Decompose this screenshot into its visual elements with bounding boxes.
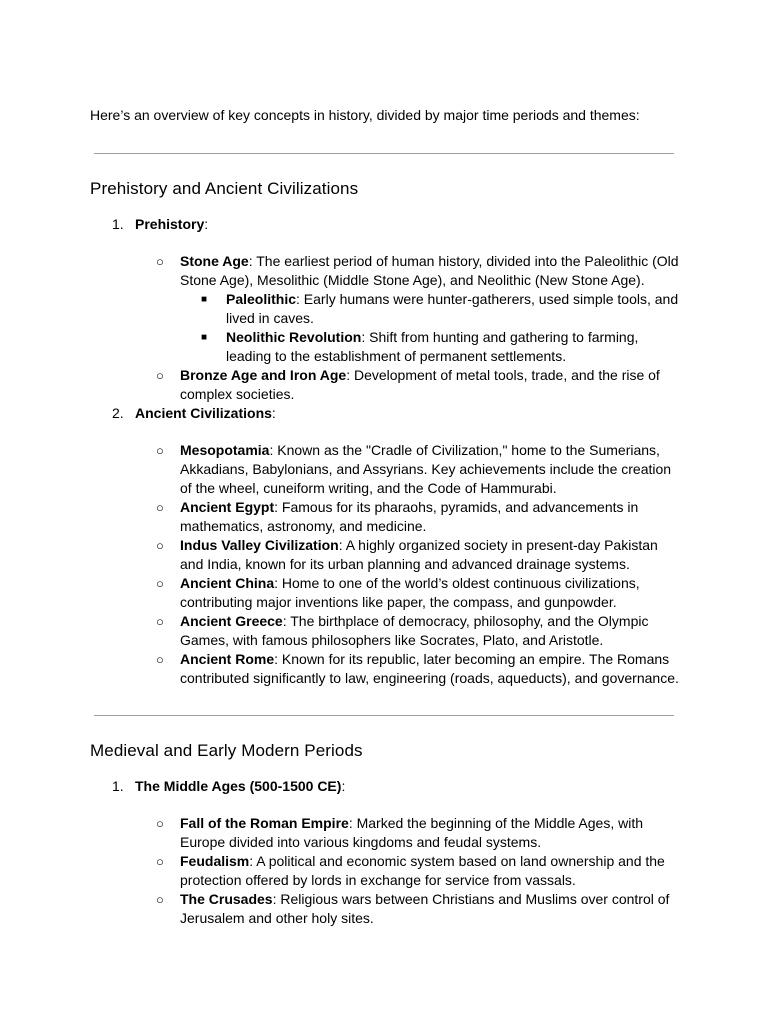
item-text: : Development of metal tools, trade, and the rise of complex societies.	[180, 367, 660, 402]
item-label: Neolithic Revolution	[226, 329, 362, 345]
item-label: Ancient Greece	[180, 613, 283, 629]
item-number: 1.	[112, 216, 124, 232]
item-label: Mesopotamia	[180, 442, 270, 458]
section-heading: Prehistory and Ancient Civilizations	[90, 179, 359, 198]
item-text: : The earliest period of human history, divided into the Paleolithic (Old Stone Age), Mesolithic (Middle Stone Age), and Neolithic (New Stone Age).	[180, 253, 679, 288]
item-label: The Crusades	[180, 891, 273, 907]
list-item	[90, 290, 680, 328]
list-item	[90, 252, 680, 290]
list-item	[90, 441, 680, 498]
numbered-item	[90, 404, 680, 423]
square-bullet-icon: ■	[201, 332, 208, 343]
divider	[94, 715, 674, 716]
list-item	[90, 574, 680, 612]
item-text: : Famous for its pharaohs, pyramids, and advancements in mathematics, astronomy, and medicine.	[180, 499, 639, 534]
item-text: : Known for its republic, later becoming an empire. The Romans contributed significantly to law, engineering (roads, aqueducts), and governance.	[180, 651, 679, 686]
item-label: Fall of the Roman Empire	[180, 815, 349, 831]
circle-bullet-icon: ○	[156, 816, 164, 831]
item-number: 1.	[112, 778, 124, 794]
circle-bullet-icon: ○	[156, 854, 164, 869]
divider	[94, 153, 674, 154]
item-text: : Early humans were hunter-gatherers, used simple tools, and lived in caves.	[226, 291, 679, 326]
numbered-item	[90, 215, 680, 234]
item-label: The Middle Ages (500-1500 CE)	[135, 778, 342, 794]
item-label: Stone Age	[180, 253, 249, 269]
item-label: Ancient Rome	[180, 651, 275, 667]
numbered-item	[90, 777, 680, 796]
item-suffix: :	[204, 216, 209, 232]
list-item	[90, 612, 680, 650]
list-item	[90, 498, 680, 536]
list-item	[90, 890, 680, 928]
item-label: Bronze Age and Iron Age	[180, 367, 347, 383]
list-item	[90, 536, 680, 574]
item-label: Paleolithic	[226, 291, 297, 307]
item-text: : The birthplace of democracy, philosophy, and the Olympic Games, with famous philosophers like Socrates, Plato, and Aristotle.	[180, 613, 649, 648]
circle-bullet-icon: ○	[156, 368, 164, 383]
item-label: Ancient China	[180, 575, 275, 591]
list-item	[90, 852, 680, 890]
item-text: : A highly organized society in present-day Pakistan and India, known for its urban planning and advanced drainage systems.	[180, 537, 658, 572]
list-item	[90, 328, 680, 366]
item-text: : Marked the beginning of the Middle Ages, with Europe divided into various kingdoms and feudal systems.	[180, 815, 643, 850]
circle-bullet-icon: ○	[156, 652, 164, 667]
item-label: Feudalism	[180, 853, 250, 869]
circle-bullet-icon: ○	[156, 538, 164, 553]
circle-bullet-icon: ○	[156, 576, 164, 591]
item-text: : Known as the "Cradle of Civilization," home to the Sumerians, Akkadians, Babylonians, and Assyrians. Key achievements include the creation of the wheel, cuneiform writing, and the Code of Hammurabi.	[180, 442, 672, 496]
square-bullet-icon: ■	[201, 294, 208, 305]
sub-list	[90, 441, 680, 688]
item-number: 2.	[112, 405, 124, 421]
item-text: : Religious wars between Christians and Muslims over control of Jerusalem and other holy sites.	[180, 891, 670, 926]
section-heading: Medieval and Early Modern Periods	[90, 741, 363, 760]
circle-bullet-icon: ○	[156, 443, 164, 458]
sub-list	[90, 814, 680, 928]
circle-bullet-icon: ○	[156, 500, 164, 515]
circle-bullet-icon: ○	[156, 892, 164, 907]
document-body	[90, 106, 680, 928]
item-text: : Home to one of the world’s oldest continuous civilizations, contributing major inventions like paper, the compass, and gunpowder.	[180, 575, 640, 610]
list-item	[90, 814, 680, 852]
circle-bullet-icon: ○	[156, 614, 164, 629]
item-suffix: :	[341, 778, 346, 794]
list-item	[90, 650, 680, 688]
item-label: Indus Valley Civilization	[180, 537, 339, 553]
item-text: : Shift from hunting and gathering to farming, leading to the establishment of permanent settlements.	[226, 329, 639, 364]
intro-text: Here’s an overview of key concepts in history, divided by major time periods and themes:	[90, 107, 640, 123]
sub-list	[90, 252, 680, 404]
item-label: Ancient Egypt	[180, 499, 275, 515]
item-label: Prehistory	[135, 216, 205, 232]
item-text: : A political and economic system based on land ownership and the protection offered by lords in exchange for service from vassals.	[180, 853, 665, 888]
circle-bullet-icon: ○	[156, 254, 164, 269]
item-label: Ancient Civilizations	[135, 405, 272, 421]
list-item	[90, 366, 680, 404]
item-suffix: :	[271, 405, 276, 421]
